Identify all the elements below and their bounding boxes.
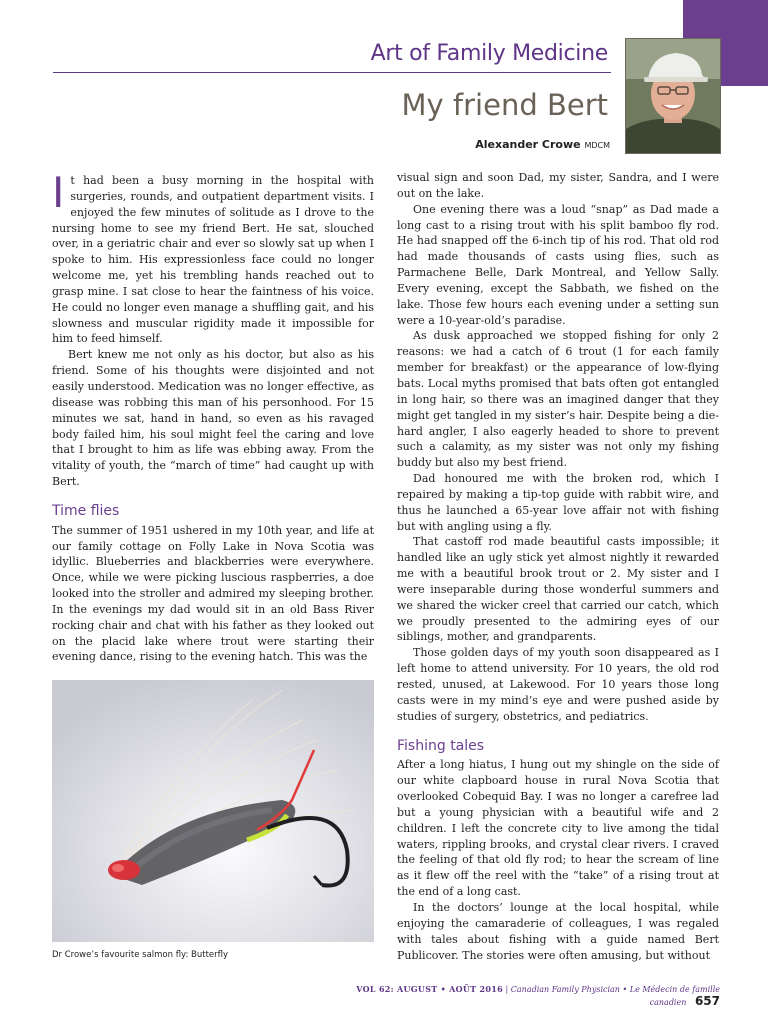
left-column bbox=[52, 168, 374, 665]
footer-separator: | bbox=[505, 985, 509, 994]
paragraph bbox=[52, 168, 374, 347]
paragraph: That castoff rod made beautiful casts impossible; it handled like an ugly stick yet almost nightly it rewarded me with a beautiful brook trout or 2. My sister and I were inseparable during those wonderful summers and we shared the wicker creel that carried our catch, which we proudly presented to the admiring eyes of our siblings, mother, and grandparents. bbox=[397, 535, 719, 644]
paragraph: One evening there was a loud “snap” as Dad made a long cast to a rising trout with his split bamboo fly rod. He had snapped off the 6-inch tip of his rod. That old rod had made thousands of casts using flies, such as Parmachene Belle, Dark Montreal, and Yellow Sally. Every evening, except the Sabbath, we fished on the lake. Those few hours each evening under a setting sun were a 10-year-old’s paradise. bbox=[397, 202, 719, 327]
subheading-fishing-tales: Fishing tales bbox=[397, 737, 485, 754]
drop-cap: I bbox=[52, 168, 65, 217]
right-column bbox=[397, 170, 719, 963]
author-credentials: MDCM bbox=[584, 141, 610, 150]
section-divider bbox=[53, 72, 611, 73]
paragraph: After a long hiatus, I hung out my shingle on the side of our white clapboard house in rural Nova Scotia that overlooked Cobequid Bay. I was no longer a carefree lad but a young physician with a beautiful wife and 2 children. I left the concrete city to live among the tidal waters, rippling brooks, and crystal clear rivers. I craved the feeling of that old fly rod; to hear the scream of line as it flew off the reel with the “take” of a rising trout at the end of a long cast. bbox=[397, 758, 719, 899]
paragraph: visual sign and soon Dad, my sister, Sandra, and I were out on the lake. bbox=[397, 171, 719, 200]
author-byline bbox=[380, 138, 610, 151]
section-title: Art of Family Medicine bbox=[370, 41, 608, 66]
paragraph: The summer of 1951 ushered in my 10th year, and life at our family cottage on Folly Lake in Nova Scotia was idyllic. Blueberries and blackberries were everywhere. Once, while we were picking luscious raspberries, a doe looked into the stroller and admired my sleeping brother. In the evenings my dad would sit in an old Bass River rocking chair and chat with his father as they looked out on the placid lake where trout were starting their evening dance, rising to the evening hatch. This was the bbox=[52, 523, 374, 664]
page-footer bbox=[330, 984, 720, 1008]
subheading-time-flies: Time flies bbox=[52, 502, 120, 519]
paragraph: In the doctors’ lounge at the local hospital, while enjoying the camaraderie of colleagues, I was regaled with tales about fishing with a guide named Bert Publicover. The stories were often amusing, but without bbox=[397, 900, 719, 962]
paragraph-text: t had been a busy morning in the hospital with surgeries, rounds, and outpatient department visits. I enjoyed the few minutes of solitude as I drove to the nursing home to see my friend Bert. He sat, slouched over, in a geriatric chair and ever so slowly sat up when I spoke to him. His expressionless face could no longer welcome me, yet his trembling hands reached out to grasp mine. I sat close to hear the faintness of his voice. He could no longer even manage a shuffling gait, and his slowness and muscular rigidity made it impossible for him to feed himself. bbox=[52, 174, 374, 346]
footer-journal: Canadian Family Physician • Le Médecin de famille canadien bbox=[510, 985, 720, 1007]
paragraph: Bert knew me not only as his doctor, but also as his friend. Some of his thoughts were disjointed and not easily understood. Medication was no longer effective, as disease was robbing this man of his personhood. For 15 minutes we sat, hand in hand, so even as his ravaged body failed him, his soul might feel the caring and love that I brought to him as life was ebbing away. From the vitality of youth, the “march of time” had caught up with Bert. bbox=[52, 348, 374, 489]
author-portrait-image bbox=[626, 39, 720, 153]
salmon-fly-image bbox=[52, 680, 374, 942]
figure-caption: Dr Crowe’s favourite salmon fly: Butterfly bbox=[52, 950, 229, 960]
article-title: My friend Bert bbox=[401, 88, 608, 122]
paragraph: As dusk approached we stopped fishing for only 2 reasons: we had a catch of 6 trout (1 for each family member for breakfast) or the appearance of low-flying bats. Local myths promised that bats often got entangled in long hair, so there was an imagined danger that they might get tangled in my sister’s hair. Despite being a die-hard angler, I also eagerly headed to shore to prevent such a calamity, as my sister was not only my fishing buddy but also my best friend. bbox=[397, 329, 719, 470]
paragraph: Those golden days of my youth soon disappeared as I left home to attend university. For 10 years, the old rod rested, unused, at Lakewood. For 10 years those long casts were in my mind’s eye and were pushed aside by studies of surgery, obstetrics, and pediatrics. bbox=[397, 646, 719, 723]
page-number: 657 bbox=[694, 994, 720, 1008]
author-name: Alexander Crowe bbox=[475, 138, 581, 151]
author-portrait bbox=[625, 38, 721, 154]
paragraph: Dad honoured me with the broken rod, which I repaired by making a tip-top guide with rabbit wire, and thus he launched a 65-year love affair not with fishing but with angling using a fly. bbox=[397, 472, 719, 533]
salmon-fly-photo bbox=[52, 680, 374, 942]
footer-volume: VOL 62: AUGUST • AOÛT 2016 bbox=[356, 984, 503, 994]
